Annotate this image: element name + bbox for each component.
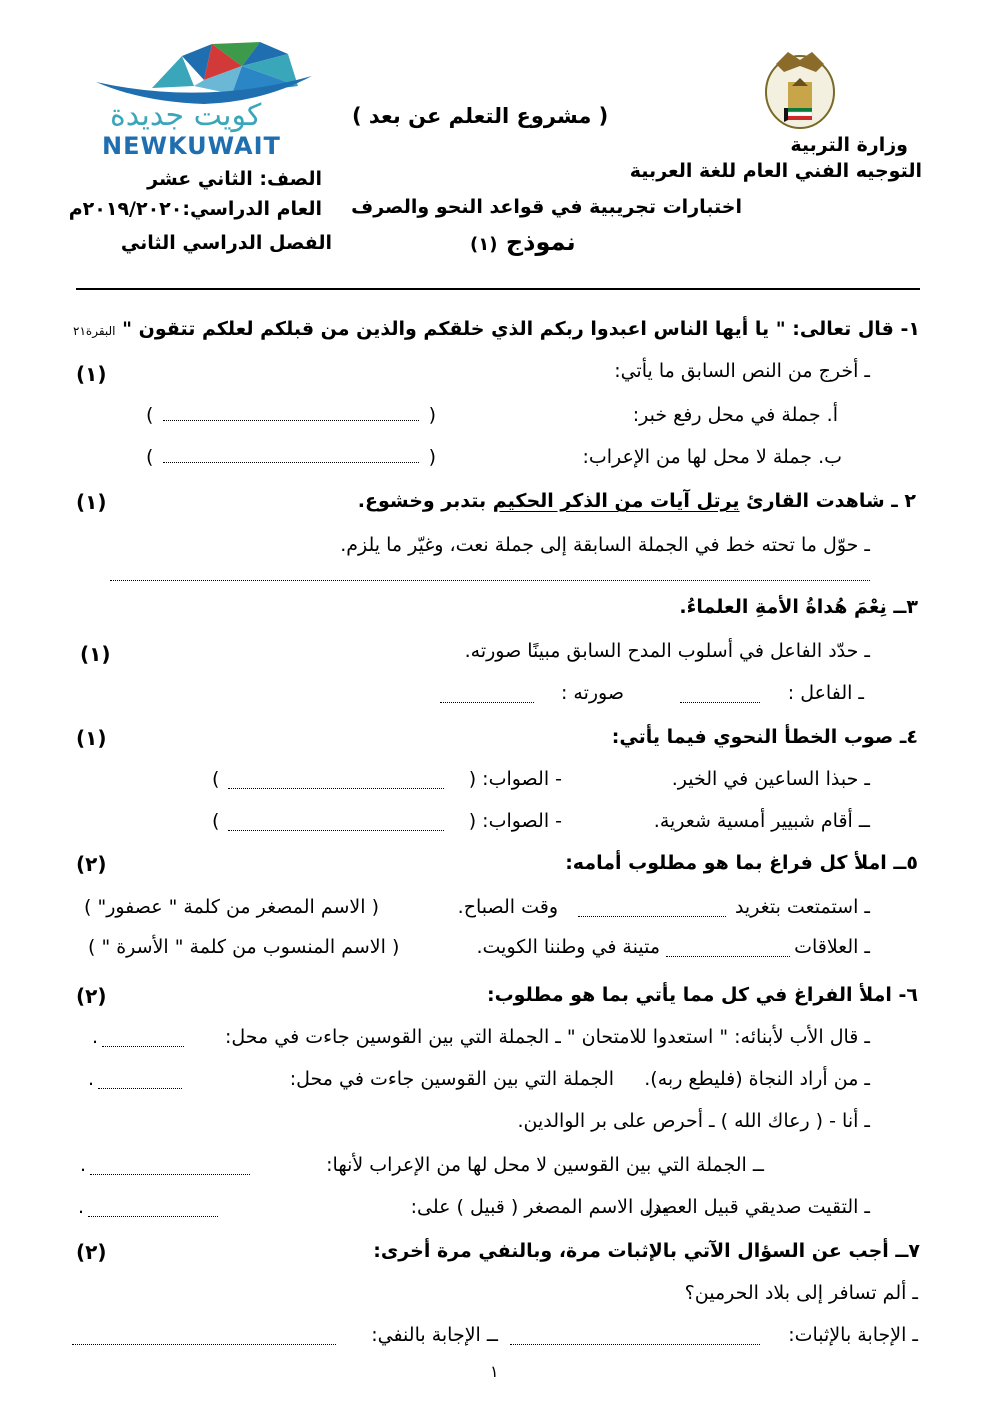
q6-line-3: ـ أنا - ( رعاك الله ) ـ أحرص على بر الوالدين. — [517, 1110, 870, 1132]
paren-close: ) — [146, 404, 154, 426]
logo-english-text: NEWKUWAIT — [102, 132, 281, 160]
q4-sentence-2: ــ أقام شبيير أمسية شعرية. — [653, 810, 870, 832]
q5-row2-hint: ( الاسم المنسوب من كلمة " الأسرة " ) — [88, 936, 400, 958]
model-heading — [470, 228, 576, 256]
q7-affirm-answer[interactable] — [510, 1330, 760, 1345]
q4-correct-label-2: - الصواب: ( — [468, 810, 562, 832]
q6-answer-5[interactable] — [88, 1202, 218, 1217]
q3-instruction: ـ حدّد الفاعل في أسلوب المدح السابق مبينًا صورته. — [464, 640, 870, 662]
q7-negate-label: ــ الإجابة بالنفي: — [371, 1324, 498, 1346]
q6-line-5b: ـ يدل الاسم المصغر ( قبيل ) على: — [410, 1196, 680, 1218]
q4-answer-1[interactable] — [228, 774, 444, 789]
q2-title-post: بتدبر وخشوع. — [357, 490, 487, 512]
q2-answer-line[interactable] — [110, 566, 870, 581]
q3-title: ٣ــ نِعْمَ هُداةُ الأمةِ العلماءُ. — [679, 596, 918, 618]
q1-item-b: ب. جملة لا محل لها من الإعراب: — [582, 446, 842, 468]
q1-instruction: ـ أخرج من النص السابق ما يأتي: — [614, 360, 870, 382]
q6-dot: . — [88, 1068, 95, 1090]
semester-label: الفصل الدراسي الثاني — [120, 232, 332, 254]
kuwait-emblem-icon — [758, 42, 842, 132]
q5-row2-post: متينة في وطننا الكويت. — [476, 936, 660, 958]
q7-title: ٧ــ أجب عن السؤال الآتي بالإثبات مرة، وبالنفي مرة أخرى: — [373, 1240, 920, 1262]
q6-mark: (٢) — [76, 984, 107, 1008]
q2-underlined-phrase: يرتل آيات من الذكر الحكيم — [492, 490, 740, 512]
q1-title — [73, 318, 920, 340]
q3-mark: (١) — [80, 642, 111, 666]
q3-sura-label: صورته : — [560, 682, 624, 704]
grade-label: الصف: الثاني عشر — [147, 168, 322, 190]
paren-close: ) — [212, 768, 220, 790]
header-divider — [76, 288, 920, 290]
paren-open: ( — [428, 446, 436, 468]
q6-answer-1[interactable] — [102, 1032, 184, 1047]
q4-correct-label-1: - الصواب: ( — [468, 768, 562, 790]
q1-mark: (١) — [76, 362, 107, 386]
q1-answer-b[interactable] — [146, 446, 436, 468]
answer-line[interactable] — [163, 406, 418, 421]
q6-line-5a: ـ التقيت صديقي قبيل العصر. — [644, 1196, 870, 1218]
q7-affirm-label: ـ الإجابة بالإثبات: — [788, 1324, 918, 1346]
project-title: ( مشروع التعلم عن بعد ) — [352, 104, 609, 128]
q7-mark: (٢) — [76, 1240, 107, 1264]
q4-answer-2[interactable] — [228, 816, 444, 831]
q6-line-2a: ـ من أراد النجاة (فليطع ربه). — [644, 1068, 870, 1090]
q7-question: ـ ألم تسافر إلى بلاد الحرمين؟ — [684, 1282, 918, 1304]
q6-dot: . — [80, 1154, 87, 1176]
q3-fa3il-answer[interactable] — [680, 688, 760, 703]
q3-sura-answer[interactable] — [440, 688, 534, 703]
paren-open: ( — [428, 404, 436, 426]
q5-row2-pre: ـ العلاقات — [794, 936, 870, 958]
q6-answer-2[interactable] — [98, 1074, 182, 1089]
q2-number: ٢ ـ — [891, 490, 916, 512]
q5-row1-post: وقت الصباح. — [457, 896, 558, 918]
q5-mark: (٢) — [76, 852, 107, 876]
q4-sentence-1: ـ حبذا الساعين في الخير. — [671, 768, 870, 790]
q1-reference: البقرة٢١ — [73, 324, 116, 338]
paren-close: ) — [146, 446, 154, 468]
q5-row1-pre: ـ استمتعت بتغريد — [734, 896, 870, 918]
q6-answer-4[interactable] — [90, 1160, 250, 1175]
q3-fa3il-label: ـ الفاعل : — [787, 682, 864, 704]
logo-arabic-text: كويت جديدة — [110, 98, 262, 133]
q4-title: ٤ـ صوب الخطأ النحوي فيما يأتي: — [611, 726, 918, 748]
q5-title: ٥ــ املأ كل فراغ بما هو مطلوب أمامه: — [565, 852, 918, 874]
directorate-name: التوجيه الفني العام للغة العربية — [629, 160, 922, 182]
ministry-name: وزارة التربية — [790, 134, 908, 156]
answer-line[interactable] — [163, 448, 418, 463]
q6-dot: . — [92, 1026, 99, 1048]
q6-line-2b: الجملة التي بين القوسين جاءت في محل: — [289, 1068, 614, 1090]
academic-year: العام الدراسي:٢٠١٩/٢٠٢٠م — [68, 198, 322, 220]
model-label: نموذج — [505, 228, 576, 256]
exam-title: اختبارات تجريبية في قواعد النحو والصرف — [351, 196, 742, 218]
q6-title: ٦- املأ الفراغ في كل مما يأتي بما هو مطلوب: — [486, 984, 918, 1006]
q2-title — [358, 490, 916, 512]
model-number: (١) — [470, 234, 498, 255]
q5-row1-hint: ( الاسم المصغر من كلمة " عصفور" ) — [84, 896, 380, 918]
page-number: ١ — [490, 1362, 499, 1381]
q1-answer-a[interactable] — [146, 404, 436, 426]
q2-mark: (١) — [76, 490, 107, 514]
q1-title-text: ١- قال تعالى: " يا أيها الناس اعبدوا ربكم الذي خلقكم والذين من قبلكم لعلكم تتقون " — [122, 318, 920, 340]
q1-item-a: أ. جملة في محل رفع خبر: — [632, 404, 838, 426]
q6-dot: . — [78, 1196, 85, 1218]
q4-mark: (١) — [76, 726, 107, 750]
paren-close: ) — [212, 810, 220, 832]
q6-line-4: ــ الجملة التي بين القوسين لا محل لها من الإعراب لأنها: — [326, 1154, 764, 1176]
q5-row2-answer[interactable] — [666, 942, 790, 957]
q6-line-1: ـ قال الأب لأبنائه: " استعدوا للامتحان " ـ الجملة التي بين القوسين جاءت في محل: — [224, 1026, 870, 1048]
q2-instruction: ـ حوّل ما تحته خط في الجملة السابقة إلى جملة نعت، وغيّر ما يلزم. — [340, 534, 870, 556]
q2-title-pre: شاهدت القارئ — [746, 490, 885, 512]
q5-row1-answer[interactable] — [578, 902, 726, 917]
q7-negate-answer[interactable] — [72, 1330, 336, 1345]
